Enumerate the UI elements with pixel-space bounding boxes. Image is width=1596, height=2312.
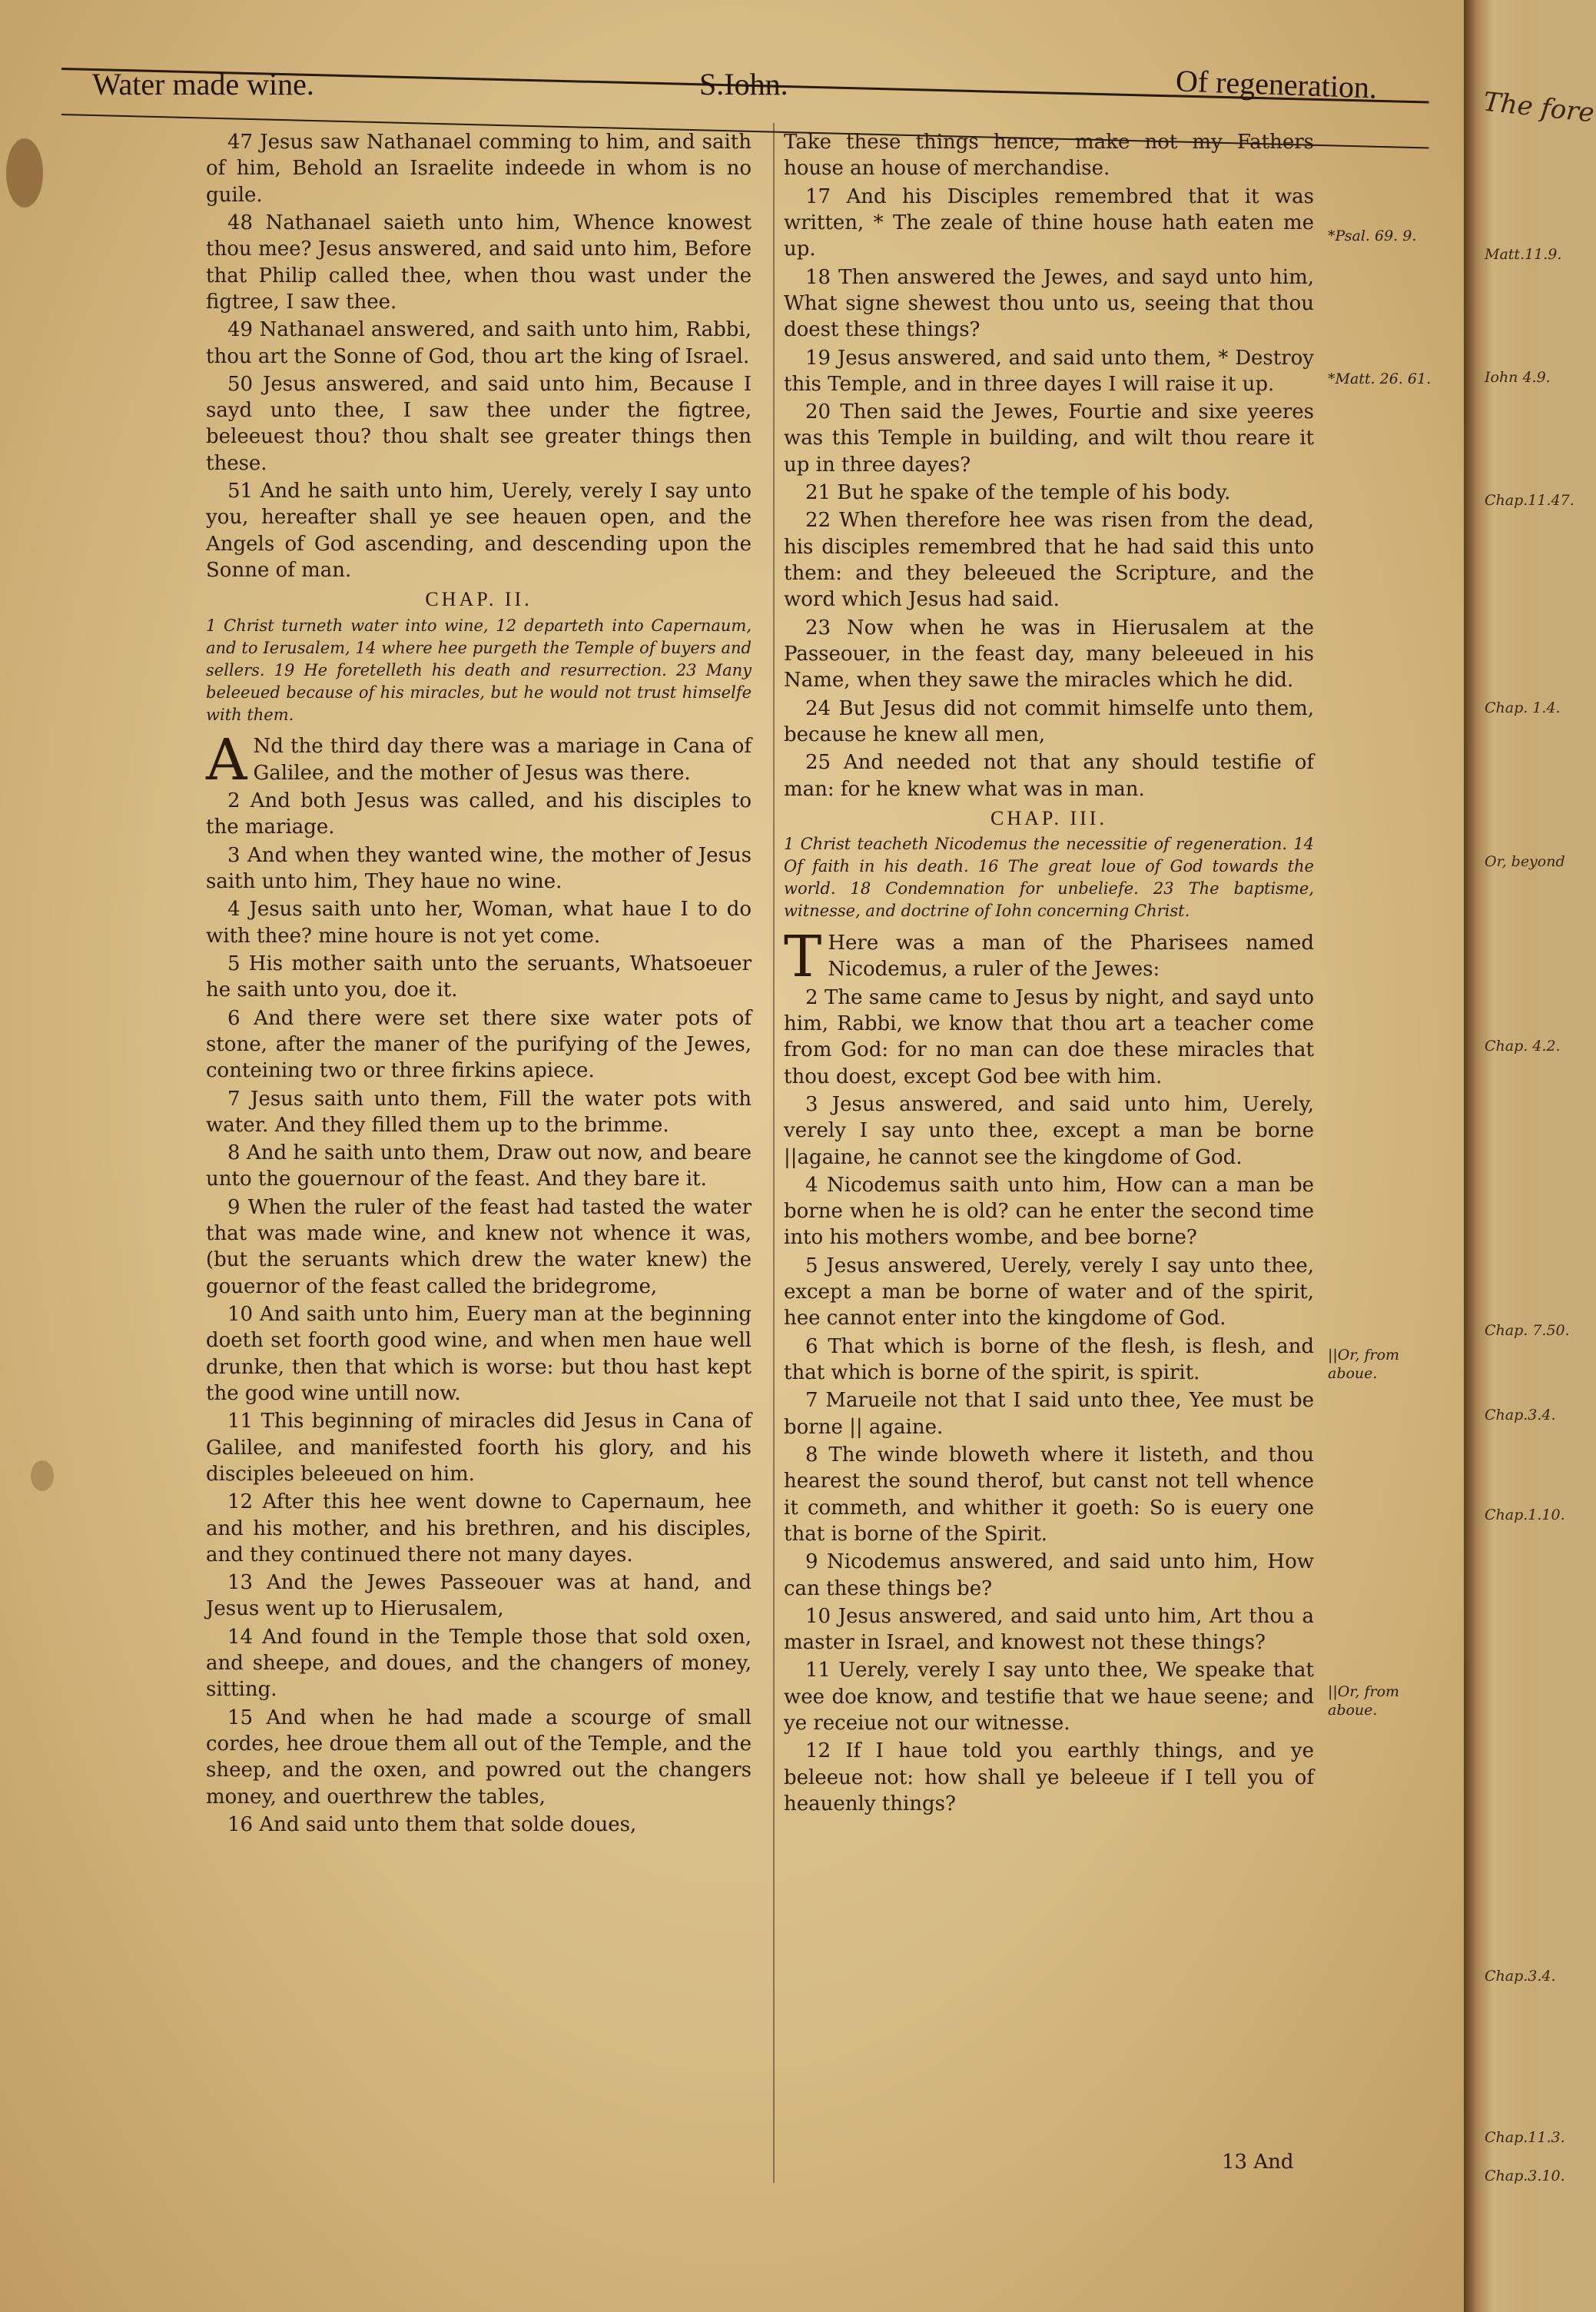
verse: 10 Jesus answered, and said unto him, Art thou a master in Israel, and knowest not these things? (784, 1604, 1314, 1655)
verse: 10 And saith unto him, Euery man at the beginning doeth set foorth good wine, and when men haue well drunke, then that which is worse: but thou hast kept the good wine untill now. (206, 1303, 752, 1405)
verse: 49 Nathanael answered, and saith unto him, Rabbi, thou art the Sonne of God, thou art the king of Israel. (206, 318, 752, 368)
verse: 9 When the ruler of the feast had tasted the water that was made wine, and knew not whence it was, (but the seruants which drew the water knew) the gouernor of the feast called the bridegrome, (206, 1195, 752, 1298)
verse: 50 Jesus answered, and said unto him, Because I sayd unto thee, I saw thee under the figtree, beleeuest thou? thou shalt see greater things then these. (206, 372, 752, 475)
next-page-note: Chap.3.4. (1485, 1968, 1556, 1985)
stain-mark (31, 1460, 54, 1491)
drop-capital: A (206, 727, 247, 794)
chapter-heading: CHAP. III. (990, 806, 1107, 829)
right-column (784, 129, 1314, 1819)
verse: 3 Jesus answered, and said unto him, Uerely, verely I say unto thee, except a man be borne ||againe, he cannot see the kingdome of God. (784, 1092, 1314, 1169)
verse: 15 And when he had made a scourge of small cordes, hee droue them all out of the Temple, and the sheep, and the oxen, and powred out the changers money, and ouerthrew the tables, (206, 1706, 752, 1809)
next-page-note: Chap. 7.50. (1485, 1322, 1570, 1339)
verse: Take these things hence, make not my Fathers house an house of merchandise. (784, 131, 1314, 181)
verse: 5 Jesus answered, Uerely, verely I say unto thee, except a man be borne of water and of the spirit, hee cannot enter into the kingdome of God. (784, 1254, 1314, 1330)
opening-text: Nd the third day there was a mariage in Cana of Galilee, and the mother of Jesus was there. (253, 735, 752, 785)
next-page-running-head: The fore (1482, 86, 1596, 129)
running-head-right: Of regeneration. (1175, 63, 1378, 105)
verse: 3 And when they wanted wine, the mother of Jesus saith unto him, They haue no wine. (206, 843, 752, 894)
running-head-left: Water made wine. (92, 67, 314, 101)
next-page-note: Chap. 1.4. (1485, 699, 1561, 716)
next-page-note: Chap.1.10. (1485, 1506, 1565, 1523)
chapter-summary: 1 Christ turneth water into wine, 12 departeth into Capernaum, and to Ierusalem, 14 where hee purgeth the Temple of buyers and sellers. 19 He foretelleth his death and resurrection. 23 Many beleeued because of his miracles, but he would not trust himselfe with them. (206, 616, 752, 724)
opening-text: Here was a man of the Pharisees named Nicodemus, a ruler of the Jewes: (828, 932, 1314, 982)
verse: 14 And found in the Temple those that sold oxen, and sheepe, and doues, and the changers of money, sitting. (206, 1625, 752, 1702)
left-verses-top (206, 129, 752, 583)
chapter-summary: 1 Christ teacheth Nicodemus the necessitie of regeneration. 14 Of faith in his death. 16 The great loue of God towards the world. 18 Condemnation for unbeliefe. 23 The baptisme, witnesse, and doctrine of Iohn concerning Christ. (784, 835, 1314, 921)
verse: 8 And he saith unto them, Draw out now, and beare unto the gouernour of the feast. And they bare it. (206, 1141, 752, 1191)
drop-capital: T (784, 924, 822, 990)
verse: 4 Jesus saith unto her, Woman, what haue I to do with thee? mine houre is not yet come. (206, 898, 752, 948)
verse: 17 And his Disciples remembred that it was written, * The zeale of thine house hath eaten me up. (784, 184, 1314, 261)
verse: 20 Then said the Jewes, Fourtie and sixe yeeres was this Temple in building, and wilt thou reare it up in three dayes? (784, 400, 1314, 477)
margin-note-or-from-above: ||Or, from aboue. (1328, 1347, 1400, 1382)
verse: 12 After this hee went downe to Capernaum, hee and his mother, and his brethren, and his disciples, and they continued there not many dayes. (206, 1490, 752, 1566)
verse: 6 And there were set there sixe water pots of stone, after the maner of the purifying of the Jewes, conteining two or three firkins apiece. (206, 1006, 752, 1083)
verse: 7 Marueile not that I said unto thee, Yee must be borne || againe. (784, 1389, 1314, 1439)
verse: 48 Nathanael saieth unto him, Whence knowest thou mee? Jesus answered, and said unto him, Before that Philip called thee, when thou wast under the figtree, I saw thee. (206, 211, 752, 314)
verse: 4 Nicodemus saith unto him, How can a man be borne when he is old? can he enter the second time into his mothers wombe, and bee borne? (784, 1173, 1314, 1250)
verse: 5 His mother saith unto the seruants, Whatsoeuer he saith unto you, doe it. (206, 952, 752, 1002)
left-column (206, 129, 752, 1839)
next-page-note: Chap. 4.2. (1485, 1038, 1561, 1055)
verse: 6 That which is borne of the flesh, is flesh, and that which is borne of the spirit, is spirit. (784, 1334, 1314, 1384)
next-page-note: Iohn 4.9. (1485, 369, 1551, 386)
margin-note-or-from-above: ||Or, from aboue. (1328, 1683, 1400, 1719)
verse: 22 When therefore hee was risen from the dead, his disciples remembred that he had said this unto them: and they beleeued the Scripture, and the word which Jesus had said. (784, 509, 1314, 612)
verse: 2 The same came to Jesus by night, and sayd unto him, Rabbi, we know that thou art a teacher come from God: for no man can doe these miracles that thou doest, except God bee with him. (784, 985, 1314, 1088)
verse: 16 And said unto them that solde doues, (227, 1812, 637, 1836)
catchword: 13 And (1222, 2151, 1294, 2174)
next-page-note: Chap.3.10. (1485, 2168, 1565, 2184)
chapter-heading: CHAP. II. (425, 588, 533, 611)
verse: 7 Jesus saith unto them, Fill the water pots with water. And they filled them up to the brimme. (206, 1087, 752, 1137)
verse: 23 Now when he was in Hierusalem at the Passeouer, in the feast day, many beleeued in his Name, when they sawe the miracles which he did. (784, 616, 1314, 693)
verse: 11 This beginning of miracles did Jesus in Cana of Galilee, and manifested foorth his glory, and his disciples beleeued on him. (206, 1410, 752, 1486)
verse: 21 But he spake of the temple of his body. (805, 481, 1231, 505)
verse: 18 Then answered the Jewes, and sayd unto him, What signe shewest thou unto us, seeing that thou doest these things? (784, 265, 1314, 342)
verse: 24 But Jesus did not commit himselfe unto them, because he knew all men, (784, 696, 1314, 746)
verse: 11 Uerely, verely I say unto thee, We speake that wee doe know, and testifie that we haue seene; and ye receiue not our witnesse. (784, 1659, 1314, 1736)
stain-mark (6, 138, 43, 208)
verse: 8 The winde bloweth where it listeth, and thou hearest the sound therof, but canst not tell whence it commeth, and whither it goeth: So is euery one that is borne of the Spirit. (784, 1443, 1314, 1546)
verse: 25 And needed not that any should testifie of man: for he knew what was in man. (784, 751, 1314, 801)
margin-note-matthew: *Matt. 26. 61. (1328, 370, 1432, 387)
next-page-note: Chap.11.47. (1485, 492, 1574, 509)
next-page-note: Or, beyond (1485, 853, 1565, 870)
margin-note-psalm: *Psal. 69. 9. (1328, 228, 1417, 244)
verse: 13 And the Jewes Passeouer was at hand, and Jesus went up to Hierusalem, (206, 1571, 752, 1621)
verse: 47 Jesus saw Nathanael comming to him, and saith of him, Behold an Israelite indeede in whom is no guile. (206, 131, 752, 207)
verse: 19 Jesus answered, and said unto them, * Destroy this Temple, and in three dayes I will raise it up. (784, 346, 1314, 396)
verse: 12 If I haue told you earthly things, and ye beleeue not: how shall ye beleeue if I tell you of heauenly things? (784, 1739, 1314, 1815)
next-page-note: Chap.3.4. (1485, 1407, 1556, 1423)
verse: 9 Nicodemus answered, and said unto him, How can these things be? (784, 1550, 1314, 1600)
next-page-note: Chap.11.3. (1485, 2129, 1565, 2146)
column-divider (773, 123, 775, 2183)
verse: 2 And both Jesus was called, and his disciples to the mariage. (206, 789, 752, 839)
verse: 51 And he saith unto him, Uerely, verely I say unto you, hereafter shall ye see heauen open, and the Angels of God ascending, and descending upon the Sonne of man. (206, 480, 752, 582)
chapter-opening (206, 727, 752, 794)
next-page-note: Matt.11.9. (1485, 246, 1562, 263)
chapter-opening (784, 924, 1314, 990)
running-head-center: S.Iohn. (699, 67, 788, 101)
